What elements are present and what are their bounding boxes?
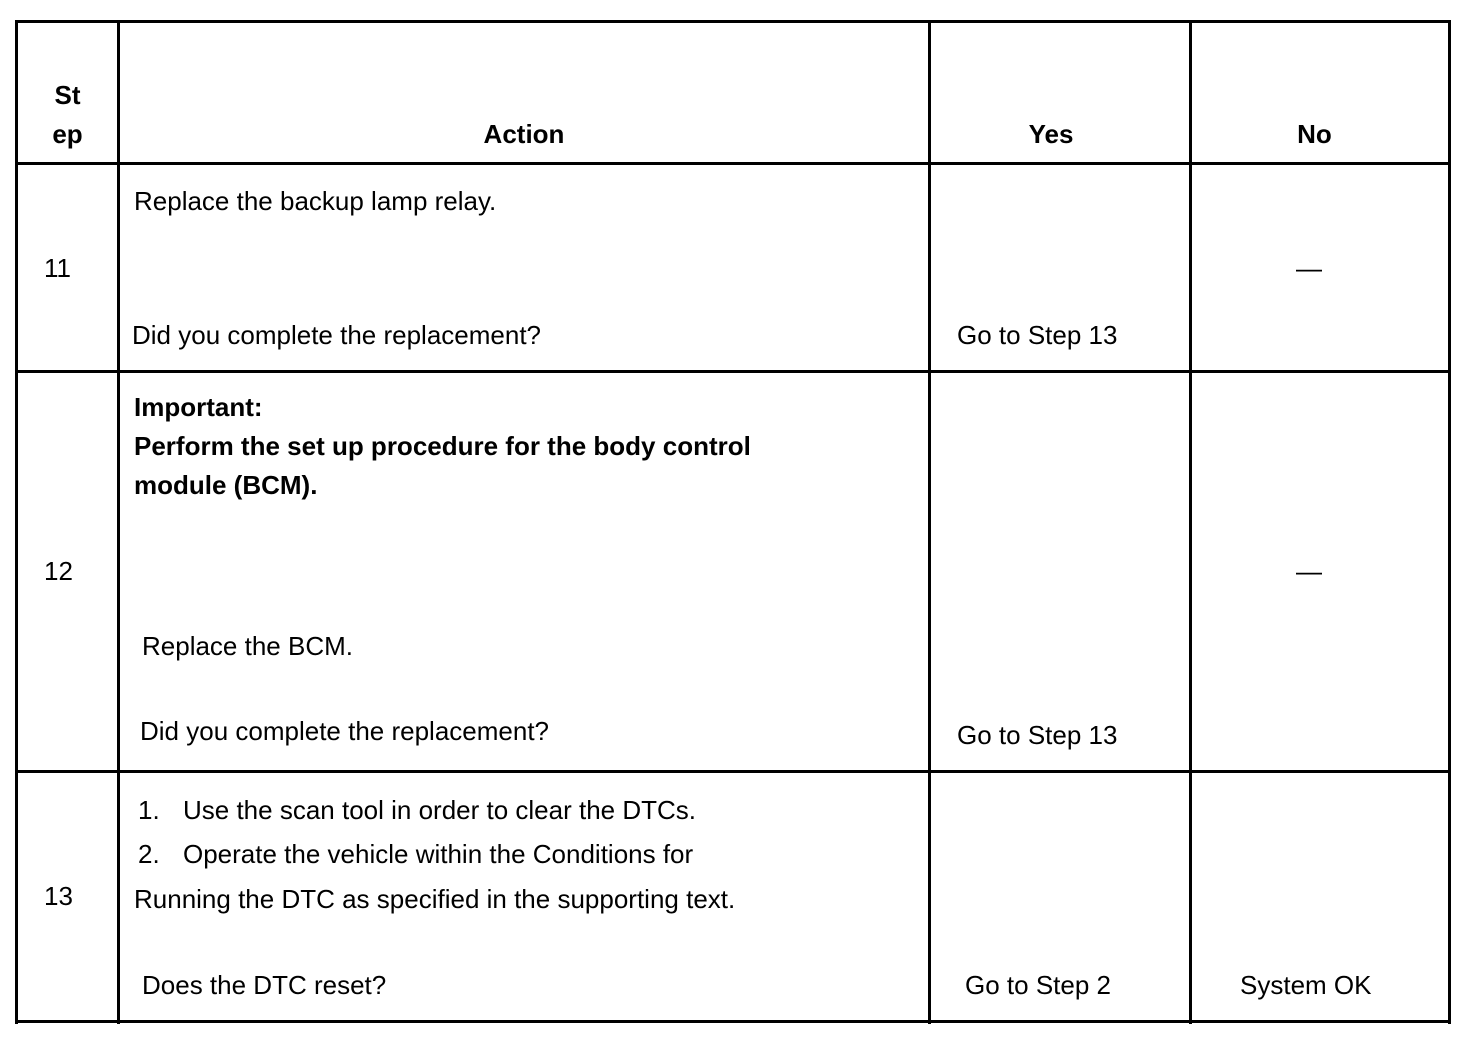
- no-result: —: [1296, 253, 1322, 283]
- column-divider: [928, 20, 931, 1024]
- table-border-bottom: [15, 1020, 1451, 1023]
- list-item-text: Operate the vehicle within the Conditions for: [183, 839, 694, 869]
- table-border-left: [15, 20, 18, 1024]
- important-note: module (BCM).: [134, 470, 318, 500]
- list-item-text: Use the scan tool in order to clear the DTCs.: [183, 795, 697, 825]
- column-divider: [1189, 20, 1192, 1024]
- header-yes: Yes: [1028, 119, 1074, 149]
- header-action: Action: [483, 119, 565, 149]
- action-question: Did you complete the replacement?: [132, 320, 542, 350]
- action-text: Replace the BCM.: [142, 631, 353, 661]
- header-step-line2: ep: [52, 119, 83, 149]
- table-border-right: [1448, 20, 1451, 1024]
- list-item-number: 2.: [138, 839, 160, 869]
- yes-result: Go to Step 13: [957, 320, 1118, 350]
- column-divider: [117, 20, 120, 1024]
- header-no: No: [1297, 119, 1332, 149]
- header-step-line1: St: [54, 80, 81, 110]
- no-result: System OK: [1240, 970, 1372, 1000]
- table-border-top: [15, 20, 1451, 23]
- no-result: —: [1296, 556, 1322, 586]
- important-label: Important:: [134, 392, 263, 422]
- step-number: 11: [44, 253, 71, 283]
- row-divider: [15, 770, 1451, 773]
- list-item-number: 1.: [138, 795, 160, 825]
- important-note: Perform the set up procedure for the body control: [134, 431, 751, 461]
- yes-result: Go to Step 2: [965, 970, 1111, 1000]
- action-text: Replace the backup lamp relay.: [134, 186, 497, 216]
- action-question: Does the DTC reset?: [142, 970, 387, 1000]
- step-number: 13: [44, 881, 73, 911]
- header-divider: [15, 162, 1451, 165]
- row-divider: [15, 370, 1451, 373]
- step-number: 12: [44, 556, 73, 586]
- list-item-continuation: Running the DTC as specified in the supporting text.: [134, 884, 736, 914]
- action-question: Did you complete the replacement?: [140, 716, 550, 746]
- yes-result: Go to Step 13: [957, 720, 1118, 750]
